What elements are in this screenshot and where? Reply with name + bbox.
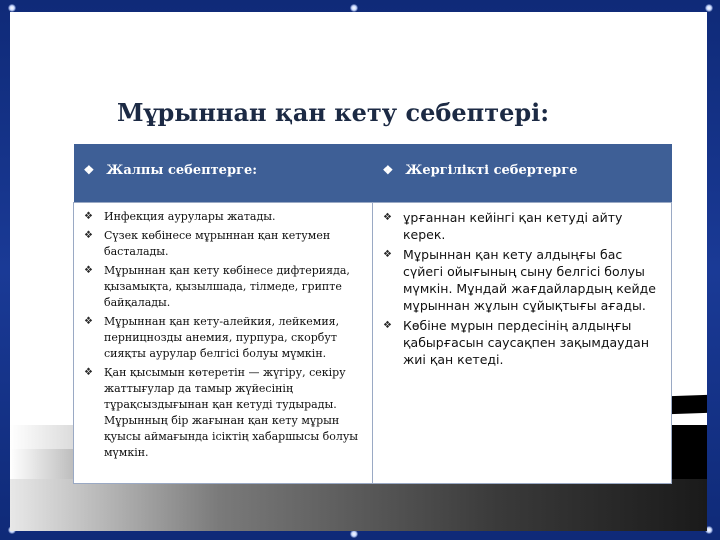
- diamond-bullet-icon: ❖: [83, 162, 95, 177]
- list-item-text: Мұрыннан қан кету-алейкия, лейкемия, перницнозды анемия, пурпура, скорбут сияқты аурулар белгісі болуы мүмкін.: [104, 315, 340, 360]
- decorative-stripe: [10, 479, 707, 531]
- causes-table: [73, 144, 672, 484]
- diamond-bullet-icon: ❖: [84, 230, 93, 241]
- list-item-text: Көбіне мұрын пердесінің алдыңғы қабырғасын саусақпен зақымдаудан жиі қан кетеді.: [403, 318, 650, 367]
- list-item-text: ұрғаннан кейінгі қан кетуді айту керек.: [403, 210, 623, 242]
- diamond-bullet-icon: ❖: [383, 212, 392, 223]
- list-item: [82, 365, 366, 461]
- diamond-bullet-icon: ❖: [84, 367, 93, 378]
- list-item-text: Мұрыннан қан кету алдыңғы бас сүйегі ойығының сыну белгісі болуы мүмкін. Мұндай жағдайлардың кейде мұрыннан жұлын сұйықтығы ағады.: [403, 247, 656, 313]
- local-causes-list: [381, 209, 665, 368]
- list-item: [381, 317, 665, 368]
- header-general-causes: [74, 144, 373, 203]
- general-causes-list: [82, 209, 366, 461]
- local-causes-cell: [373, 203, 672, 484]
- diamond-bullet-icon: ❖: [383, 320, 392, 331]
- list-item: [381, 246, 665, 314]
- table-header-row: [74, 144, 672, 203]
- list-item-text: Сүзек көбінесе мұрыннан қан кетумен басталады.: [104, 229, 331, 258]
- list-item: [82, 314, 366, 362]
- diamond-bullet-icon: ❖: [84, 316, 93, 327]
- header-label: Жалпы себептерге:: [106, 162, 258, 178]
- sparkle-icon: [705, 4, 713, 12]
- diamond-bullet-icon: ❖: [383, 249, 392, 260]
- list-item-text: Мұрыннан қан кету көбінесе дифтерияда, қызамықта, қызылшада, тілмеде, грипте байқалады.: [104, 264, 350, 309]
- header-local-causes: [373, 144, 672, 203]
- diamond-bullet-icon: ❖: [84, 211, 93, 222]
- list-item-text: Инфекция аурулары жатады.: [104, 210, 276, 223]
- list-item: [82, 263, 366, 311]
- general-causes-cell: [74, 203, 373, 484]
- diamond-bullet-icon: ❖: [382, 162, 394, 177]
- sparkle-icon: [350, 530, 358, 538]
- header-label: Жергілікті себертерге: [405, 162, 578, 178]
- slide-title: Мұрыннан қан кету себептері:: [117, 98, 550, 127]
- list-item: [82, 209, 366, 225]
- sparkle-icon: [350, 4, 358, 12]
- diamond-bullet-icon: ❖: [84, 265, 93, 276]
- slide-canvas: [10, 12, 707, 531]
- table-row: [74, 203, 672, 484]
- list-item-text: Қан қысымын көтеретін — жүгіру, секіру жаттығулар да тамыр жүйесінің тұрақсыздығынан қан кетуді тудырады. Мұрынның бір жағынан қан кету мұрын қуысы аймағында ісіктің хабаршысы болуы мүмкін.: [104, 366, 359, 459]
- list-item: [82, 228, 366, 260]
- sparkle-icon: [8, 4, 16, 12]
- list-item: [381, 209, 665, 243]
